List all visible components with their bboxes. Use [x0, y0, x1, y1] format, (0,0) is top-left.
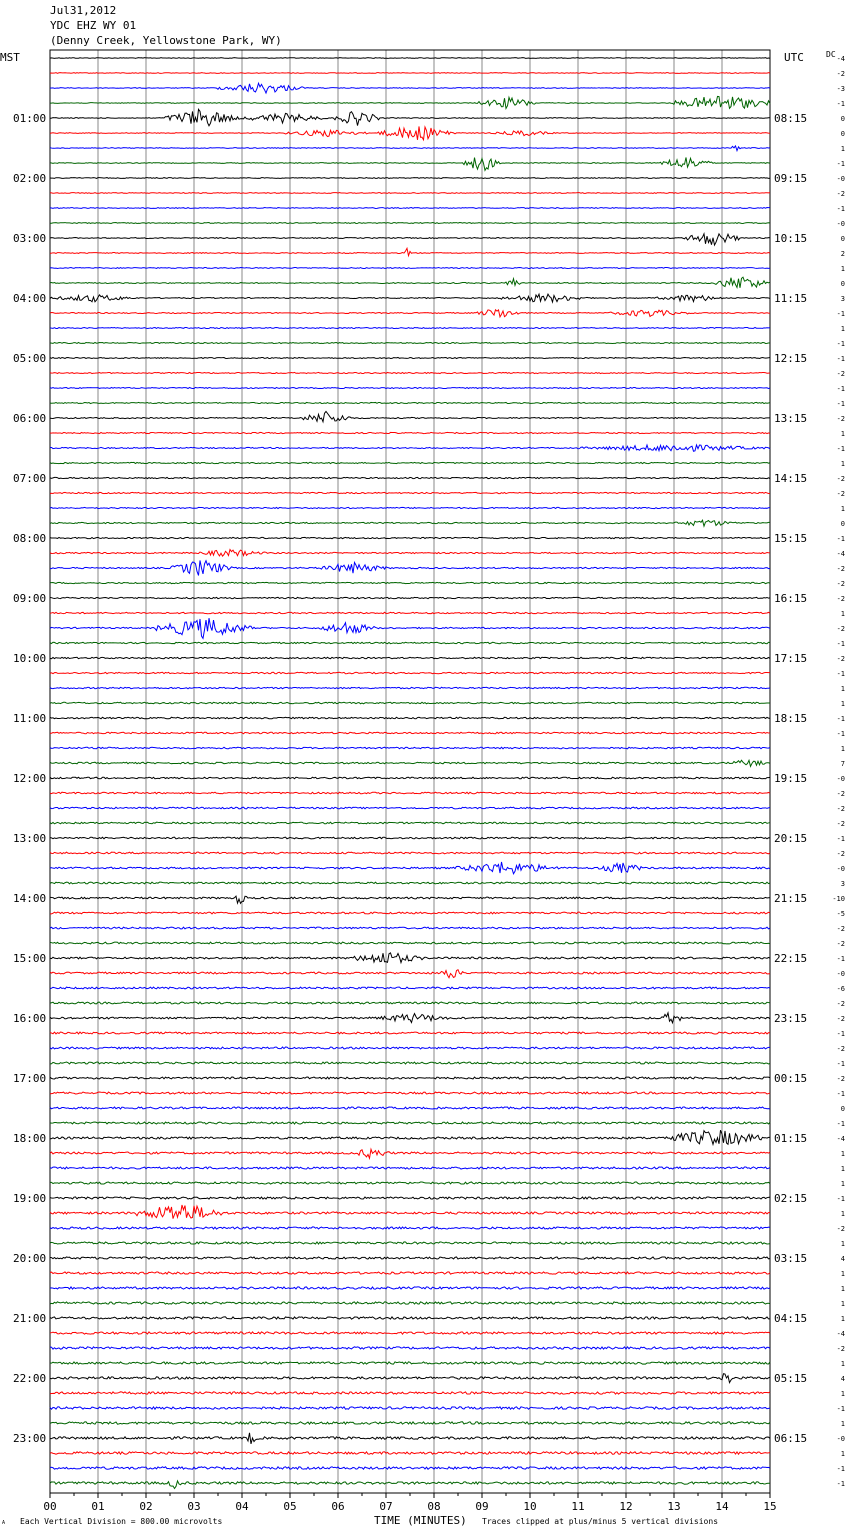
dc-offset-value: -2: [836, 1015, 845, 1023]
seismic-trace: [50, 432, 770, 433]
dc-offset-value: -2: [836, 580, 845, 588]
seismic-trace: [50, 1452, 770, 1454]
dc-offset-value: 1: [840, 1210, 845, 1218]
right-hour-label: 21:15: [774, 892, 808, 905]
dc-offset-value: -2: [836, 490, 845, 498]
seismic-trace: [50, 1092, 770, 1094]
left-hour-label: 22:00: [13, 1372, 47, 1385]
vertical-division-note: Each Vertical Division = 800.00 microvolts: [20, 1517, 223, 1526]
seismic-trace: [50, 1467, 770, 1469]
dc-offset-value: 1: [840, 1420, 845, 1428]
seismic-trace: [50, 1272, 770, 1274]
seismic-trace: [50, 792, 770, 794]
dc-offset-value: 7: [840, 760, 845, 768]
trace-group: [50, 58, 770, 1489]
seismic-trace: [50, 1062, 770, 1064]
x-tick-label: 11: [571, 1500, 585, 1513]
seismic-trace: [50, 1032, 770, 1034]
seismic-trace: [50, 687, 770, 688]
seismic-trace: [50, 702, 770, 704]
dc-offset-value: -2: [836, 1225, 845, 1233]
dc-offset-value: -1: [836, 670, 845, 678]
clip-note: Traces clipped at plus/minus 5 vertical divisions: [482, 1517, 719, 1526]
seismic-trace: [50, 157, 770, 170]
dc-offset-value: 1: [840, 1165, 845, 1173]
seismic-trace: [50, 1130, 770, 1144]
seismic-trace: [50, 1077, 770, 1079]
seismic-trace: [50, 268, 770, 269]
right-hour-label: 20:15: [774, 832, 808, 845]
dc-offset-value: -2: [836, 1045, 845, 1053]
dc-offset-value: 2: [840, 250, 845, 258]
left-hour-label: 14:00: [13, 892, 47, 905]
seismic-trace: [50, 953, 770, 963]
seismic-trace: [50, 1422, 770, 1424]
dc-offset-value: -3: [836, 85, 845, 93]
dc-offset-value: -2: [836, 850, 845, 858]
dc-offset-value: -1: [836, 1405, 845, 1413]
right-hour-label: 18:15: [774, 712, 808, 725]
right-hour-label: 12:15: [774, 352, 808, 365]
seismic-trace: [50, 560, 770, 575]
seismic-trace: [50, 96, 770, 108]
dc-offset-value: -1: [836, 1060, 845, 1068]
left-hour-label: 05:00: [13, 352, 47, 365]
x-tick-label: 13: [667, 1500, 681, 1513]
seismic-trace: [50, 411, 770, 421]
seismic-trace: [50, 1407, 770, 1409]
dc-offset-value: 1: [840, 685, 845, 693]
dc-offset-value: 1: [840, 460, 845, 468]
seismic-trace: [50, 852, 770, 854]
dc-offset-value: -0: [836, 1435, 845, 1443]
seismic-trace: [50, 1257, 770, 1259]
seismic-trace: [50, 1332, 770, 1334]
dc-offset-value: -1: [836, 400, 845, 408]
header-station: YDC EHZ WY 01: [50, 19, 137, 32]
dc-offset-value: 1: [840, 1300, 845, 1308]
seismic-trace: [50, 477, 770, 478]
right-hour-label: 23:15: [774, 1012, 808, 1025]
header-date: Jul31,2012: [50, 4, 117, 17]
dc-offset-value: 1: [840, 1270, 845, 1278]
x-tick-label: 15: [763, 1500, 777, 1513]
left-hour-label: 16:00: [13, 1012, 47, 1025]
seismic-trace: [50, 1167, 770, 1169]
seismic-trace: [50, 445, 770, 451]
left-hour-label: 03:00: [13, 232, 47, 245]
dc-offset-value: 1: [840, 1360, 845, 1368]
seismic-trace: [50, 807, 770, 809]
dc-offset-value: -10: [832, 895, 845, 903]
right-hour-label: 09:15: [774, 172, 808, 185]
right-hour-label: 04:15: [774, 1312, 808, 1325]
seismic-trace: [50, 987, 770, 989]
seismic-trace: [50, 717, 770, 719]
seismic-trace: [50, 277, 770, 288]
dc-offset-value: 4: [840, 1375, 845, 1383]
seismic-trace: [50, 1317, 770, 1319]
dc-offset-value: -4: [836, 1135, 845, 1143]
x-tick-label: 00: [43, 1500, 57, 1513]
right-hour-label: 03:15: [774, 1252, 808, 1265]
left-hour-label: 07:00: [13, 472, 47, 485]
seismic-trace: [50, 1122, 770, 1124]
dc-offset-value: 1: [840, 745, 845, 753]
dc-offset-value: -1: [836, 715, 845, 723]
left-hour-label: 15:00: [13, 952, 47, 965]
seismic-trace: [50, 760, 770, 766]
left-hour-label: 02:00: [13, 172, 47, 185]
seismic-trace: [50, 520, 770, 526]
dc-offset-value: -2: [836, 70, 845, 78]
x-axis-title: TIME (MINUTES): [374, 1514, 467, 1527]
seismic-trace: [50, 1347, 770, 1349]
seismic-trace: [50, 58, 770, 59]
seismic-trace: [50, 1242, 770, 1244]
dc-offset-value: -4: [836, 55, 845, 63]
seismic-trace: [50, 837, 770, 839]
mst-label: MST: [0, 51, 20, 64]
dc-offset-value: -1: [836, 1480, 845, 1488]
dc-offset-value: -2: [836, 790, 845, 798]
right-hour-label: 06:15: [774, 1432, 808, 1445]
dc-offset-value: 0: [840, 280, 845, 288]
seismic-trace: [50, 1481, 770, 1489]
left-hour-label: 12:00: [13, 772, 47, 785]
seismic-trace: [50, 310, 770, 317]
dc-offset-value: -6: [836, 985, 845, 993]
x-tick-label: 05: [283, 1500, 297, 1513]
left-hour-label: 01:00: [13, 112, 47, 125]
x-tick-label: 09: [475, 1500, 489, 1513]
dc-offset-value: -1: [836, 355, 845, 363]
axis-labels: [0, 50, 845, 1527]
seismic-trace: [50, 618, 770, 638]
seismic-trace: [50, 223, 770, 224]
seismic-trace: [50, 672, 770, 673]
dc-offset-value: -0: [836, 220, 845, 228]
x-tick-label: 02: [139, 1500, 153, 1513]
left-hour-label: 04:00: [13, 292, 47, 305]
seismic-trace: [50, 1205, 770, 1219]
seismic-trace: [50, 1362, 770, 1364]
right-hour-label: 00:15: [774, 1072, 808, 1085]
right-hour-label: 02:15: [774, 1192, 808, 1205]
seismic-trace: [50, 732, 770, 734]
dc-offset-value: 0: [840, 130, 845, 138]
dc-offset-value: 1: [840, 1180, 845, 1188]
utc-label: UTC: [784, 51, 804, 64]
dc-offset-value: -1: [836, 1120, 845, 1128]
seismic-trace: [50, 550, 770, 557]
seismic-trace: [50, 1302, 770, 1304]
seismic-trace: [50, 492, 770, 493]
seismic-trace: [50, 862, 770, 874]
left-hour-label: 10:00: [13, 652, 47, 665]
x-tick-label: 12: [619, 1500, 633, 1513]
right-hour-label: 13:15: [774, 412, 808, 425]
left-hour-label: 21:00: [13, 1312, 47, 1325]
seismic-trace: [50, 73, 770, 74]
left-hour-label: 18:00: [13, 1132, 47, 1145]
dc-offset-value: 1: [840, 1390, 845, 1398]
dc-offset-value: 0: [840, 115, 845, 123]
dc-offset-value: -1: [836, 835, 845, 843]
seismic-trace: [50, 126, 770, 139]
dc-offset-value: -1: [836, 100, 845, 108]
seismic-trace: [50, 1013, 770, 1023]
dc-offset-value: -1: [836, 640, 845, 648]
seismic-trace: [50, 970, 770, 978]
seismic-trace: [50, 1392, 770, 1394]
left-hour-label: 17:00: [13, 1072, 47, 1085]
right-hour-label: 22:15: [774, 952, 808, 965]
right-hour-label: 05:15: [774, 1372, 808, 1385]
dc-offset-value: -0: [836, 175, 845, 183]
right-hour-label: 15:15: [774, 532, 808, 545]
dc-offset-value: -1: [836, 955, 845, 963]
dc-offset-value: -2: [836, 1345, 845, 1353]
left-hour-label: 13:00: [13, 832, 47, 845]
right-hour-label: 01:15: [774, 1132, 808, 1145]
dc-offset-value: 1: [840, 145, 845, 153]
seismic-trace: [50, 1182, 770, 1184]
dc-offset-value: -2: [836, 565, 845, 573]
dc-offset-value: 4: [840, 1255, 845, 1263]
right-hour-label: 14:15: [774, 472, 808, 485]
dc-offset-value: 3: [840, 295, 845, 303]
dc-offset-value: 1: [840, 505, 845, 513]
dc-offset-value: 0: [840, 520, 845, 528]
right-hour-label: 16:15: [774, 592, 808, 605]
seismic-trace: [50, 1197, 770, 1199]
x-tick-label: 04: [235, 1500, 249, 1513]
dc-offset-value: -1: [836, 160, 845, 168]
seismic-trace: [50, 927, 770, 929]
dc-offset-value: 1: [840, 1315, 845, 1323]
seismic-trace: [50, 342, 770, 343]
right-hour-label: 08:15: [774, 112, 808, 125]
dc-offset-value: -0: [836, 970, 845, 978]
seismic-trace: [50, 1002, 770, 1004]
dc-offset-value: 1: [840, 430, 845, 438]
dc-offset-value: -2: [836, 370, 845, 378]
left-hour-label: 19:00: [13, 1192, 47, 1205]
dc-offset-value: 1: [840, 1150, 845, 1158]
seismic-trace: [50, 372, 770, 373]
left-hour-label: 06:00: [13, 412, 47, 425]
dc-offset-value: 1: [840, 700, 845, 708]
x-tick-label: 06: [331, 1500, 345, 1513]
seismic-trace: [50, 1047, 770, 1049]
dc-offset-value: 0: [840, 235, 845, 243]
dc-offset-value: -0: [836, 865, 845, 873]
dc-offset-value: -2: [836, 940, 845, 948]
seismic-trace: [50, 537, 770, 538]
dc-offset-value: -2: [836, 925, 845, 933]
right-hour-label: 10:15: [774, 232, 808, 245]
seismic-trace: [50, 582, 770, 583]
dc-offset-value: -1: [836, 1195, 845, 1203]
seismic-trace: [50, 882, 770, 884]
seismic-trace: [50, 357, 770, 358]
dc-offset-value: 1: [840, 1240, 845, 1248]
left-hour-label: 23:00: [13, 1432, 47, 1445]
x-tick-label: 07: [379, 1500, 393, 1513]
seismic-trace: [50, 402, 770, 403]
seismic-trace: [50, 178, 770, 179]
seismic-trace: [50, 1227, 770, 1229]
seismic-trace: [50, 747, 770, 749]
seismic-trace: [50, 294, 770, 302]
x-tick-label: 08: [427, 1500, 441, 1513]
seismic-trace: [50, 1287, 770, 1289]
dc-offset-value: -1: [836, 205, 845, 213]
dc-offset-value: 1: [840, 325, 845, 333]
seismic-trace: [50, 234, 770, 245]
seismic-trace: [50, 642, 770, 643]
dc-offset-value: -2: [836, 655, 845, 663]
seismic-trace: [50, 327, 770, 328]
dc-offset-value: -1: [836, 310, 845, 318]
dc-offset-value: -4: [836, 550, 845, 558]
seismic-trace: [50, 387, 770, 388]
seismic-trace: [50, 777, 770, 779]
dc-offset-value: 0: [840, 1105, 845, 1113]
right-hour-label: 19:15: [774, 772, 808, 785]
seismic-trace: [50, 208, 770, 209]
dc-offset-value: -1: [836, 1030, 845, 1038]
dc-offset-value: -0: [836, 775, 845, 783]
seismic-trace: [50, 146, 770, 151]
seismic-trace: [50, 912, 770, 914]
dc-offset-value: -2: [836, 1075, 845, 1083]
dc-offset-value: -2: [836, 625, 845, 633]
dc-offset-value: 3: [840, 880, 845, 888]
dc-offset-value: -2: [836, 595, 845, 603]
dc-offset-value: -1: [836, 385, 845, 393]
seismic-trace: [50, 193, 770, 194]
seismic-trace: [50, 942, 770, 944]
dc-offset-value: -2: [836, 190, 845, 198]
seismic-trace: [50, 248, 770, 255]
seismic-trace: [50, 597, 770, 598]
seismic-trace: [50, 657, 770, 658]
left-hour-label: 11:00: [13, 712, 47, 725]
seismic-trace: [50, 1374, 770, 1383]
plot-frame: [50, 50, 770, 1493]
left-hour-label: 20:00: [13, 1252, 47, 1265]
x-tick-label: 14: [715, 1500, 729, 1513]
seismic-trace: [50, 822, 770, 824]
dc-label: DC: [826, 50, 836, 59]
dc-offset-value: -2: [836, 475, 845, 483]
seismic-trace: [50, 462, 770, 463]
seismic-trace: [50, 83, 770, 93]
seismic-trace: [50, 1149, 770, 1158]
seismic-trace: [50, 896, 770, 903]
dc-offset-value: 1: [840, 265, 845, 273]
right-hour-label: 17:15: [774, 652, 808, 665]
left-hour-label: 09:00: [13, 592, 47, 605]
dc-offset-value: -2: [836, 820, 845, 828]
seismic-trace: [50, 612, 770, 613]
dc-offset-value: -1: [836, 1090, 845, 1098]
dc-offset-value: 1: [840, 1450, 845, 1458]
dc-offset-value: -4: [836, 1330, 845, 1338]
seismic-trace: [50, 1107, 770, 1109]
dc-offset-value: -1: [836, 535, 845, 543]
dc-offset-value: -2: [836, 805, 845, 813]
dc-offset-value: -1: [836, 340, 845, 348]
dc-offset-value: -5: [836, 910, 845, 918]
x-tick-label: 01: [91, 1500, 105, 1513]
dc-offset-value: -1: [836, 730, 845, 738]
seismic-trace: [50, 507, 770, 508]
dc-offset-value: 1: [840, 1285, 845, 1293]
dc-offset-value: -2: [836, 415, 845, 423]
seismic-trace: [50, 109, 770, 125]
seismic-trace: [50, 1433, 770, 1444]
dc-offset-value: -2: [836, 1000, 845, 1008]
right-hour-label: 11:15: [774, 292, 808, 305]
dc-offset-value: -1: [836, 445, 845, 453]
x-tick-label: 03: [187, 1500, 201, 1513]
left-hour-label: 08:00: [13, 532, 47, 545]
header-location: (Denny Creek, Yellowstone Park, WY): [50, 34, 282, 47]
dc-offset-value: 1: [840, 610, 845, 618]
x-tick-label: 10: [523, 1500, 537, 1513]
dc-offset-value: -1: [836, 1465, 845, 1473]
corner-mark: A: [2, 1520, 6, 1526]
